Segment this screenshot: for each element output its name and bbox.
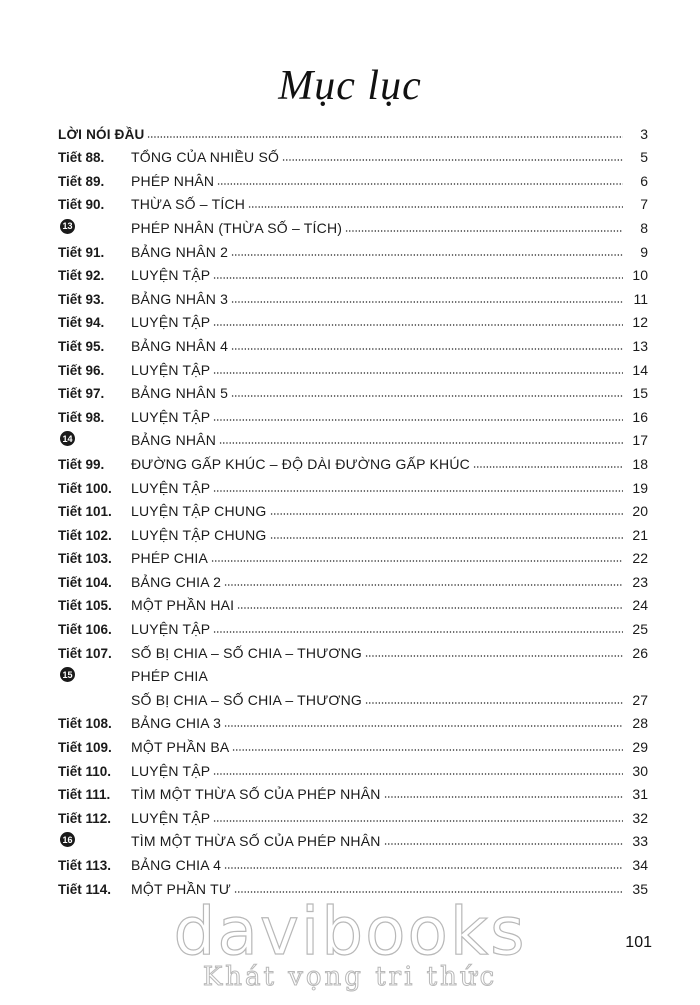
toc-entry[interactable]: [58, 613, 648, 637]
toc-entry-title: SỐ BỊ CHIA – SỐ CHIA – THƯƠNG: [131, 691, 363, 708]
toc-entry-label: Tiết 109.: [58, 740, 112, 756]
dot-leader: [213, 419, 623, 421]
dot-leader: [365, 655, 623, 657]
dot-leader: [224, 725, 623, 727]
dot-leader: [213, 773, 623, 775]
toc-entry-page: 32: [632, 809, 648, 826]
toc-entry-title: TỔNG CỦA NHIỀU SỐ: [131, 149, 280, 166]
toc-entry-page: 6: [640, 172, 648, 189]
toc-entry-title: LUYỆN TẬP: [131, 479, 211, 496]
toc-entry-label: Tiết 111.: [58, 787, 111, 803]
table-of-contents: [58, 118, 648, 897]
toc-entry-label: Tiết 104.: [58, 574, 112, 590]
toc-entry[interactable]: [58, 448, 648, 472]
toc-entry-page: 14: [632, 361, 648, 378]
toc-entry-title: TÌM MỘT THỪA SỐ CỦA PHÉP NHÂN: [131, 833, 381, 850]
dot-leader: [217, 183, 623, 185]
toc-entry-label: Tiết 113.: [58, 858, 112, 873]
toc-entry-title: BẢNG CHIA 3: [131, 715, 222, 732]
toc-entry-intro[interactable]: [58, 118, 648, 142]
week-number-circle: 14: [60, 431, 75, 446]
toc-entry-page: 29: [632, 739, 648, 756]
toc-entry[interactable]: [58, 519, 648, 543]
toc-entry[interactable]: [58, 472, 648, 496]
toc-entry-title: LUYỆN TẬP: [131, 408, 211, 425]
toc-entry[interactable]: [58, 330, 648, 354]
toc-entry-page: 9: [640, 243, 648, 260]
dot-leader: [270, 537, 623, 539]
toc-entry-title: BẢNG NHÂN 2: [131, 243, 229, 260]
dot-leader: [232, 749, 623, 751]
toc-entry-title: LUYỆN TẬP: [131, 762, 211, 779]
toc-entry-label: Tiết 101.: [58, 504, 112, 520]
toc-entry-label: Tiết 90.: [58, 197, 105, 213]
toc-entry-page: 18: [632, 455, 648, 472]
week-number-badge: [58, 666, 131, 685]
toc-entry-page: 8: [640, 219, 648, 236]
toc-entry-label: Tiết 96.: [58, 362, 105, 378]
toc-entry-title: BẢNG CHIA 4: [131, 857, 222, 873]
toc-entry[interactable]: [58, 307, 648, 331]
toc-entry[interactable]: [58, 590, 648, 614]
toc-entry-title: LUYỆN TẬP CHUNG: [131, 503, 267, 520]
toc-entry-title: LUYỆN TẬP: [131, 809, 211, 826]
toc-entry-page: 7: [640, 196, 648, 213]
toc-entry-page: 3: [640, 125, 648, 142]
toc-entry[interactable]: [58, 731, 648, 755]
toc-entry-page: 11: [633, 290, 648, 307]
toc-entry[interactable]: [58, 236, 648, 260]
toc-entry-label: Tiết 92.: [58, 268, 105, 284]
toc-entry-page: 22: [632, 550, 648, 567]
toc-entry-page: 17: [632, 432, 648, 449]
toc-entry[interactable]: [58, 354, 648, 378]
toc-entry-page: 35: [632, 880, 648, 897]
toc-entry-label: Tiết 97.: [58, 386, 105, 402]
toc-entry-page: 24: [632, 597, 648, 614]
week-number-circle: 16: [60, 832, 75, 847]
toc-entry[interactable]: [58, 142, 648, 166]
dot-leader: [224, 867, 623, 869]
toc-entry[interactable]: [58, 401, 648, 425]
toc-entry-page: 25: [632, 621, 648, 638]
dot-leader: [213, 277, 623, 279]
dot-leader: [213, 324, 623, 326]
dot-leader: [473, 466, 623, 468]
dot-leader: [237, 607, 623, 609]
toc-entry-title: LUYỆN TẬP: [131, 361, 211, 378]
watermark-tagline: Khát vọng tri thức: [202, 962, 498, 992]
dot-leader: [219, 442, 623, 444]
toc-entry-label: Tiết 99.: [58, 456, 105, 472]
toc-entry-page: 19: [632, 479, 648, 496]
dot-leader: [224, 584, 623, 586]
dot-leader: [231, 301, 623, 303]
toc-entry[interactable]: [58, 496, 648, 520]
toc-entry-page: 20: [632, 503, 648, 520]
toc-entry-title: PHÉP CHIA: [131, 550, 209, 567]
toc-entry[interactable]: [58, 260, 648, 284]
toc-entry[interactable]: [58, 849, 648, 873]
toc-entry-page: 13: [632, 337, 648, 354]
watermark-brand: davibooks: [173, 893, 527, 970]
toc-entry[interactable]: [58, 566, 648, 590]
dot-leader: [270, 513, 623, 515]
toc-entry[interactable]: [58, 661, 648, 685]
dot-leader: [248, 206, 623, 208]
dot-leader: [231, 254, 623, 256]
dot-leader: [365, 702, 623, 704]
toc-entry-label: Tiết 102.: [58, 527, 112, 543]
toc-entry-title: LUYỆN TẬP CHUNG: [131, 526, 267, 543]
toc-entry-page: 30: [632, 762, 648, 779]
toc-entry-page: 12: [632, 314, 648, 331]
toc-entry-title: TÌM MỘT THỪA SỐ CỦA PHÉP NHÂN: [131, 786, 381, 803]
toc-entry-title: BẢNG CHIA 2: [131, 573, 222, 590]
toc-entry-label: Tiết 98.: [58, 409, 105, 425]
toc-entry[interactable]: [58, 755, 648, 779]
dot-leader: [147, 136, 623, 138]
dot-leader: [213, 490, 623, 492]
toc-entry-page: 33: [632, 833, 648, 850]
toc-entry-page: 31: [632, 786, 648, 803]
toc-entry-page: 5: [640, 149, 648, 166]
toc-entry-title: LUYỆN TẬP: [131, 314, 211, 331]
toc-entry[interactable]: [58, 802, 648, 826]
toc-entry-label: Tiết 110.: [58, 763, 112, 779]
toc-entry-label: Tiết 103.: [58, 551, 112, 567]
toc-entry-title: BẢNG NHÂN: [131, 432, 217, 449]
toc-entry-label: Tiết 114.: [58, 881, 112, 897]
toc-entry[interactable]: [58, 283, 648, 307]
dot-leader: [213, 820, 623, 822]
dot-leader: [213, 372, 623, 374]
page-number: 101: [625, 934, 652, 951]
toc-entry-label: Tiết 108.: [58, 716, 112, 732]
toc-entry[interactable]: [58, 708, 648, 732]
toc-entry[interactable]: [58, 378, 648, 402]
dot-leader: [282, 159, 623, 161]
toc-entry-title: BẢNG NHÂN 3: [131, 290, 229, 307]
toc-entry[interactable]: [58, 637, 648, 661]
toc-entry[interactable]: [58, 779, 648, 803]
toc-entry-title: LUYỆN TẬP: [131, 621, 211, 638]
toc-entry-page: 21: [632, 526, 648, 543]
toc-entry-title: BẢNG NHÂN 4: [131, 337, 229, 354]
toc-entry-label: Tiết 105.: [58, 598, 112, 614]
toc-entry-label: Tiết 95.: [58, 338, 105, 354]
week-number-circle: 15: [60, 667, 75, 682]
dot-leader: [213, 631, 623, 633]
toc-entry-label: Tiết 91.: [58, 244, 105, 260]
toc-entry-title: ĐƯỜNG GẤP KHÚC – ĐỘ DÀI ĐƯỜNG GẤP KHÚC: [131, 455, 470, 472]
toc-entry-page: 34: [632, 857, 648, 873]
toc-entry-label: Tiết 93.: [58, 291, 105, 307]
toc-entry-label: Tiết 112.: [58, 810, 112, 826]
toc-entry-page: 10: [632, 267, 648, 284]
toc-entry[interactable]: [58, 165, 648, 189]
dot-leader: [211, 560, 623, 562]
dot-leader: [345, 230, 623, 232]
week-number-badge: [58, 831, 131, 850]
toc-entry-title: LUYỆN TẬP: [131, 267, 211, 284]
toc-entry[interactable]: [58, 425, 648, 449]
toc-entry-title: PHÉP NHÂN: [131, 172, 215, 189]
toc-entry-label: Tiết 100.: [58, 480, 112, 496]
toc-entry-page: 23: [632, 573, 648, 590]
toc-entry-label: Tiết 107.: [58, 645, 112, 661]
week-number-badge: [58, 430, 131, 449]
toc-entry-title: LỜI NÓI ĐẦU: [58, 126, 145, 142]
toc-entry-page: 15: [632, 385, 648, 402]
toc-entry[interactable]: [58, 826, 648, 850]
toc-entry[interactable]: [58, 189, 648, 213]
dot-leader: [384, 843, 623, 845]
toc-entry-title: MỘT PHẦN BA: [131, 739, 230, 756]
toc-entry-page: 16: [632, 408, 648, 425]
toc-entry[interactable]: [58, 684, 648, 708]
toc-entry-label: Tiết 106.: [58, 622, 112, 638]
toc-entry-title: THỪA SỐ – TÍCH: [131, 196, 246, 213]
toc-entry-title: MỘT PHẦN HAI: [131, 597, 235, 614]
toc-entry-label: Tiết 94.: [58, 315, 105, 331]
toc-entry-title: MỘT PHẦN TƯ: [131, 880, 231, 897]
dot-leader: [231, 395, 623, 397]
dot-leader: [231, 348, 623, 350]
toc-entry-title: BẢNG NHÂN 5: [131, 385, 229, 402]
toc-entry-title: PHÉP NHÂN (THỪA SỐ – TÍCH): [131, 219, 343, 236]
toc-entry[interactable]: [58, 543, 648, 567]
toc-entry-page: 28: [632, 715, 648, 732]
week-number-circle: 13: [60, 219, 75, 234]
toc-entry[interactable]: [58, 212, 648, 236]
toc-entry-title: SỐ BỊ CHIA – SỐ CHIA – THƯƠNG: [131, 644, 363, 661]
page-title: Mục lục: [278, 63, 422, 109]
toc-entry-label: Tiết 88.: [58, 150, 105, 166]
toc-entry-page: 26: [632, 644, 648, 661]
week-number-badge: [58, 217, 131, 236]
toc-entry-label: Tiết 89.: [58, 173, 105, 189]
toc-entry-title: PHÉP CHIA: [131, 668, 209, 685]
dot-leader: [384, 796, 623, 798]
toc-entry-page: 27: [632, 691, 648, 708]
